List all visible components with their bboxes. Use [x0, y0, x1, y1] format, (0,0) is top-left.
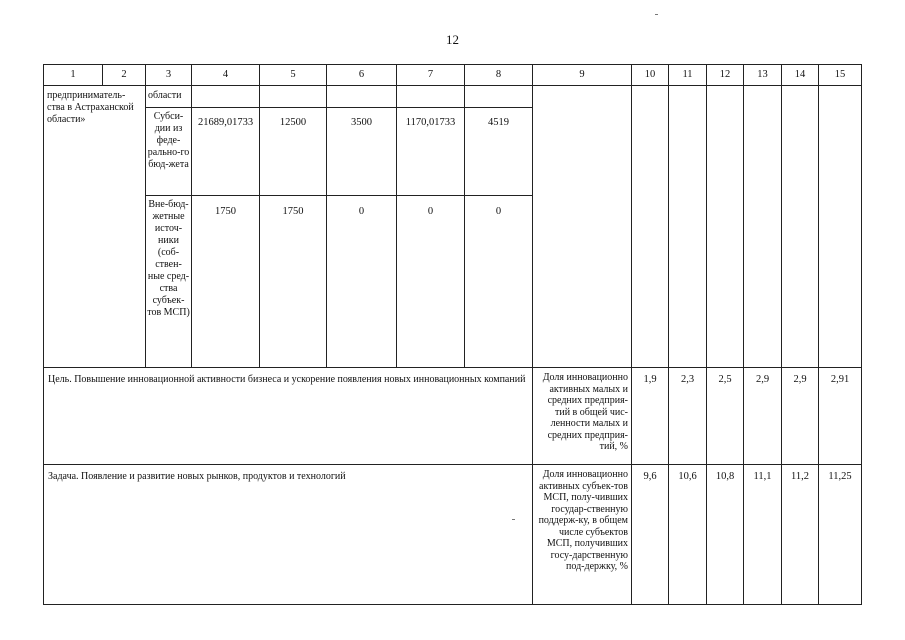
indicator-value: 9,6	[632, 465, 669, 605]
col-header-1: 1	[44, 65, 103, 86]
total-value: 21689,01733	[192, 108, 260, 196]
page-number: 12	[446, 32, 459, 47]
year-value: 0	[327, 196, 397, 368]
col-header-10: 10	[632, 65, 669, 86]
col-header-12: 12	[707, 65, 744, 86]
table-cell	[632, 86, 669, 368]
year-value: 12500	[260, 108, 327, 196]
year-value: 4519	[465, 108, 533, 196]
table-row	[44, 86, 862, 108]
scan-speck	[512, 519, 515, 520]
scan-speck	[655, 14, 658, 15]
total-value: 1750	[192, 196, 260, 368]
col-header-13: 13	[744, 65, 782, 86]
table-cell	[192, 86, 260, 108]
region-cell: области	[146, 86, 192, 108]
table-cell	[397, 86, 465, 108]
table-cell	[465, 86, 533, 108]
indicator-value: 2,5	[707, 368, 744, 465]
indicator-value: 10,8	[707, 465, 744, 605]
indicator-value: 10,6	[669, 465, 707, 605]
col-header-4: 4	[192, 65, 260, 86]
table-cell	[782, 86, 819, 368]
table-cell	[327, 86, 397, 108]
column-number-row	[44, 65, 862, 86]
indicator-value: 11,1	[744, 465, 782, 605]
task-row	[44, 465, 862, 605]
program-table	[43, 64, 862, 605]
col-header-6: 6	[327, 65, 397, 86]
table-cell	[819, 86, 862, 368]
indicator-value: 2,91	[819, 368, 862, 465]
indicator-value: 2,9	[744, 368, 782, 465]
col-header-8: 8	[465, 65, 533, 86]
col-header-9: 9	[533, 65, 632, 86]
program-name-cell: предприниматель-ства в Астраханской области»	[44, 86, 146, 368]
task-text: Задача. Появление и развитие новых рынков, продуктов и технологий	[44, 465, 533, 605]
table-cell	[744, 86, 782, 368]
indicator-value: 11,2	[782, 465, 819, 605]
indicator-value: 11,25	[819, 465, 862, 605]
col-header-7: 7	[397, 65, 465, 86]
indicator-empty-cell	[533, 86, 632, 368]
col-header-3: 3	[146, 65, 192, 86]
year-value: 3500	[327, 108, 397, 196]
col-header-15: 15	[819, 65, 862, 86]
year-value: 1750	[260, 196, 327, 368]
indicator-value: 2,3	[669, 368, 707, 465]
year-value: 0	[397, 196, 465, 368]
col-header-5: 5	[260, 65, 327, 86]
goal-indicator: Доля инновационно активных малых и средних предприя-тий в общей чис-ленности малых и средних предприя-тий, %	[533, 368, 632, 465]
table-cell	[707, 86, 744, 368]
funding-source-federal: Субси-дии из феде-рально-го бюд-жета	[146, 108, 192, 196]
table-cell	[669, 86, 707, 368]
goal-row	[44, 368, 862, 465]
goal-text: Цель. Повышение инновационной активности бизнеса и ускорение появления новых инновационных компаний	[44, 368, 533, 465]
task-indicator: Доля инновационно активных субъек-тов МСП, полу-чивших государ-ственную поддерж-ку, в общем числе субъектов МСП, получивших госу-дарственную под-держку, %	[533, 465, 632, 605]
col-header-14: 14	[782, 65, 819, 86]
indicator-value: 1,9	[632, 368, 669, 465]
year-value: 1170,01733	[397, 108, 465, 196]
table-cell	[260, 86, 327, 108]
funding-source-extrabudgetary: Вне-бюд-жетные источ-ники (соб-ствен-ные сред-ства субъек-тов МСП)	[146, 196, 192, 368]
indicator-value: 2,9	[782, 368, 819, 465]
col-header-2: 2	[103, 65, 146, 86]
col-header-11: 11	[669, 65, 707, 86]
year-value: 0	[465, 196, 533, 368]
